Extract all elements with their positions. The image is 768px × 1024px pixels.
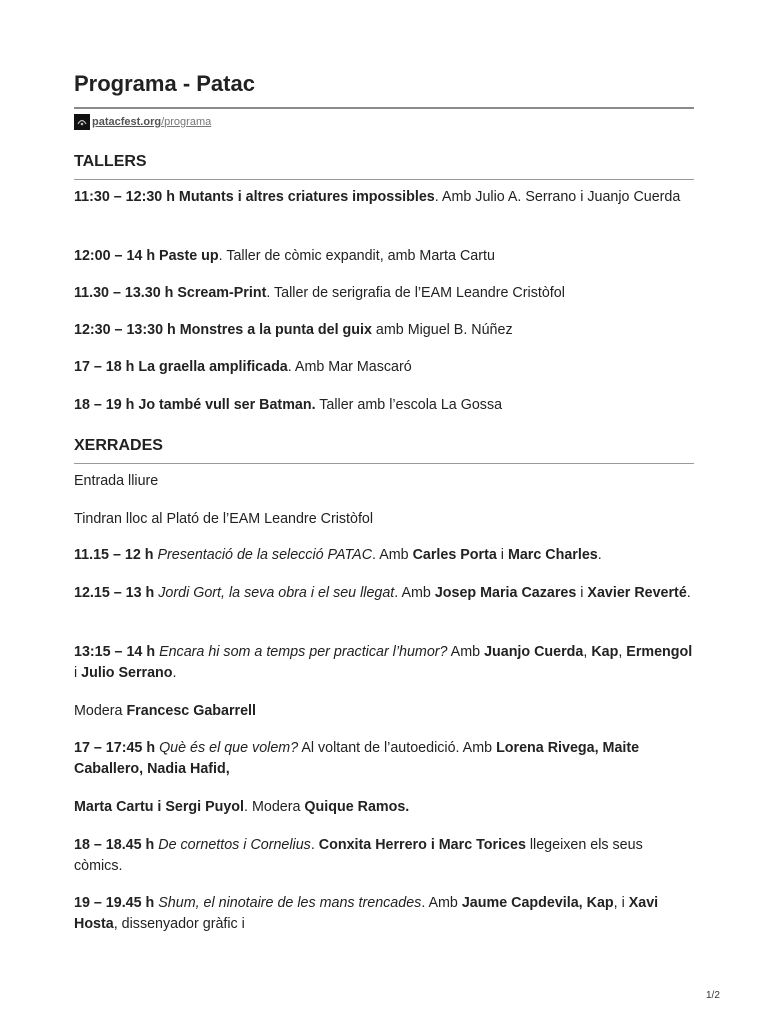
source-domain[interactable]: patacfest.org [92,116,162,128]
list-item: 11.15 – 12 h Presentació de la selecció PATAC. Amb Carles Porta i Marc Charles. [74,547,602,563]
list-item: 17 – 17:45 h Què és el que volem? Al voltant de l’autoedició. Amb Lorena Rivega, Maite Caballero, Nadia Hafid, [74,740,640,777]
title-divider [74,107,694,109]
page-number: 1/2 [706,990,720,1001]
list-item: 18 – 19 h Jo també vull ser Batman. Taller amb l’escola La Gossa [74,397,503,413]
section-divider [74,463,694,464]
list-item: 19 – 19.45 h Shum, el ninotaire de les mans trencades. Amb Jaume Capdevila, Kap, i Xavi Hosta, dissenyador gràfic i [74,895,659,932]
list-item: 13:15 – 14 h Encara hi som a temps per practicar l’humor? Amb Juanjo Cuerda, Kap, Ermengol i Julio Serrano. [74,644,693,681]
list-item: 11.30 – 13.30 h Scream-Print. Taller de serigrafia de l’EAM Leandre Cristòfol [74,285,565,301]
list-item: Modera Francesc Gabarrell [74,703,256,719]
list-item: Entrada lliure [74,473,159,489]
list-item: 12:00 – 14 h Paste up. Taller de còmic expandit, amb Marta Cartu [74,248,495,264]
source-link[interactable] [74,114,211,130]
section-heading-xerrades: XERRADES [74,437,163,454]
list-item: 12.15 – 13 h Jordi Gort, la seva obra i el seu llegat. Amb Josep Maria Cazares i Xavier Reverté. [74,585,691,601]
section-divider [74,179,694,180]
list-item: Marta Cartu i Sergi Puyol. Modera Quique Ramos. [74,799,410,815]
list-item: 12:30 – 13:30 h Monstres a la punta del guix amb Miguel B. Núñez [74,322,513,338]
page-title: Programa - Patac [74,71,255,96]
list-item: Tindran lloc al Plató de l’EAM Leandre Cristòfol [74,511,374,527]
list-item: 18 – 18.45 h De cornettos i Cornelius. Conxita Herrero i Marc Torices llegeixen els seus còmics. [74,837,643,874]
list-item: 17 – 18 h La graella amplificada. Amb Mar Mascaró [74,359,412,375]
section-heading-tallers: TALLERS [74,153,147,170]
list-item: 11:30 – 12:30 h Mutants i altres criatures impossibles. Amb Julio A. Serrano i Juanjo Cuerda [74,189,681,205]
source-separator: / [161,116,165,128]
source-path[interactable]: programa [164,116,212,128]
site-favicon-icon [74,114,90,130]
